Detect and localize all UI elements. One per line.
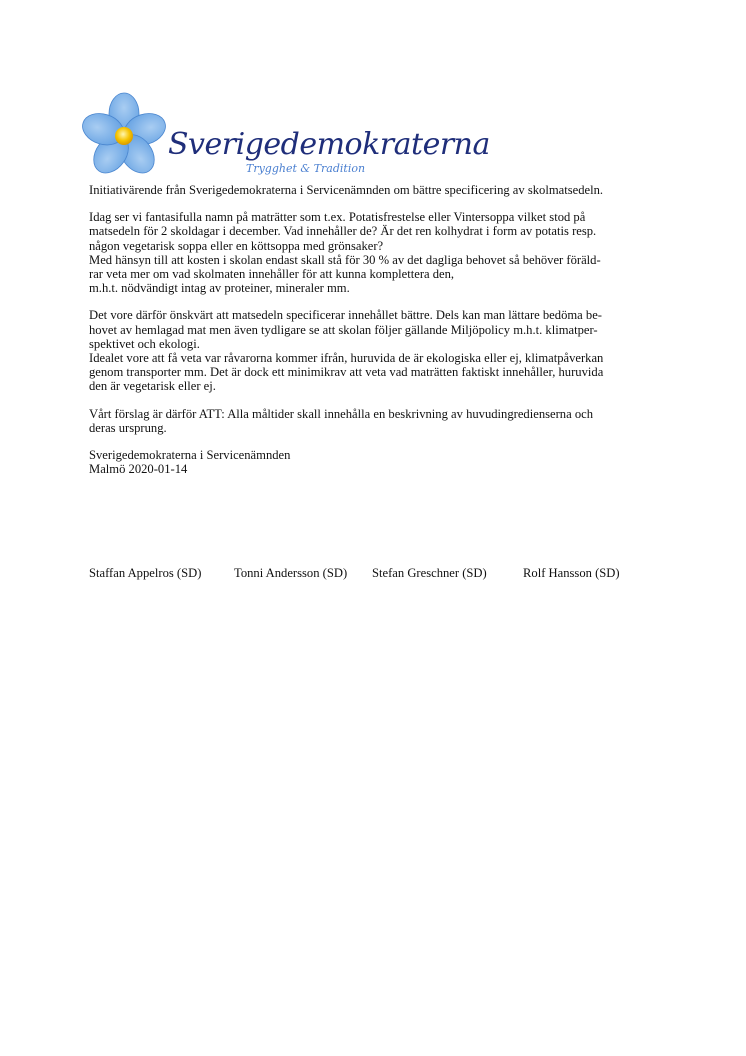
text-line: matsedeln för 2 skoldagar i december. Vad innehåller de? Är det ren kolhydrat i form av potatis resp. bbox=[89, 224, 597, 239]
text-line: rar veta mer om vad skolmaten innehåller för att kunna komplettera den, bbox=[89, 267, 455, 282]
text-line: Vårt förslag är därför ATT: Alla måltider skall innehålla en beskrivning av huvudingredienserna och bbox=[89, 406, 594, 421]
text-line: någon vegetarisk soppa eller en köttsoppa med grönsaker? bbox=[89, 238, 384, 253]
paragraph-proposal bbox=[89, 407, 669, 435]
text-line: m.h.t. nödvändigt intag av proteiner, mineraler mm. bbox=[89, 281, 350, 296]
sender-name: Sverigedemokraterna i Servicenämnden bbox=[89, 448, 291, 463]
signatory-name: Staffan Appelros (SD) bbox=[89, 566, 202, 580]
paragraph-motivation bbox=[89, 308, 669, 393]
text-line: hovet av hemlagad mat men även tydligare se att skolan följer gällande Miljöpolicy m.h.t. klimatper- bbox=[89, 322, 598, 337]
place-date: Malmö 2020-01-14 bbox=[89, 462, 188, 477]
logo-wordmark: Sverigedemokraterna bbox=[168, 127, 490, 162]
document-body bbox=[89, 183, 669, 476]
signatory-name: Tonni Andersson (SD) bbox=[234, 566, 348, 580]
text-line: den är vegetarisk eller ej. bbox=[89, 379, 216, 394]
logo-tagline: Trygghet & Tradition bbox=[246, 162, 366, 175]
text-line: Idag ser vi fantasifulla namn på maträtter som t.ex. Potatisfrestelse eller Vintersoppa vilket stod på bbox=[89, 210, 586, 225]
flower-icon bbox=[78, 93, 169, 180]
text-line: Med hänsyn till att kosten i skolan endast skall stå för 30 % av det dagliga behovet så behöver föräld- bbox=[89, 252, 601, 267]
text-line: genom transporter mm. Det är dock ett minimikrav att veta vad maträtten faktiskt innehåller, huruvida bbox=[89, 365, 604, 380]
text-line: spektivet och ekologi. bbox=[89, 336, 200, 351]
party-logo bbox=[86, 84, 490, 184]
paragraph-background bbox=[89, 210, 669, 295]
signatory-name: Rolf Hansson (SD) bbox=[523, 566, 620, 580]
logo-graphic bbox=[86, 84, 490, 184]
sender-block bbox=[89, 448, 669, 476]
signatory-name: Stefan Greschner (SD) bbox=[372, 566, 487, 580]
text-line: deras ursprung. bbox=[89, 420, 167, 435]
text-line: Idealet vore att få veta var råvarorna kommer ifrån, huruvida de är ekologiska eller ej, klimatpåverkan bbox=[89, 351, 604, 366]
text-line: Det vore därför önskvärt att matsedeln specificerar innehållet bättre. Dels kan man lättare bedöma be- bbox=[89, 308, 602, 323]
document-heading: Initiativärende från Sverigedemokraterna i Servicenämnden om bättre specificering av skolmatsedeln. bbox=[89, 183, 604, 197]
